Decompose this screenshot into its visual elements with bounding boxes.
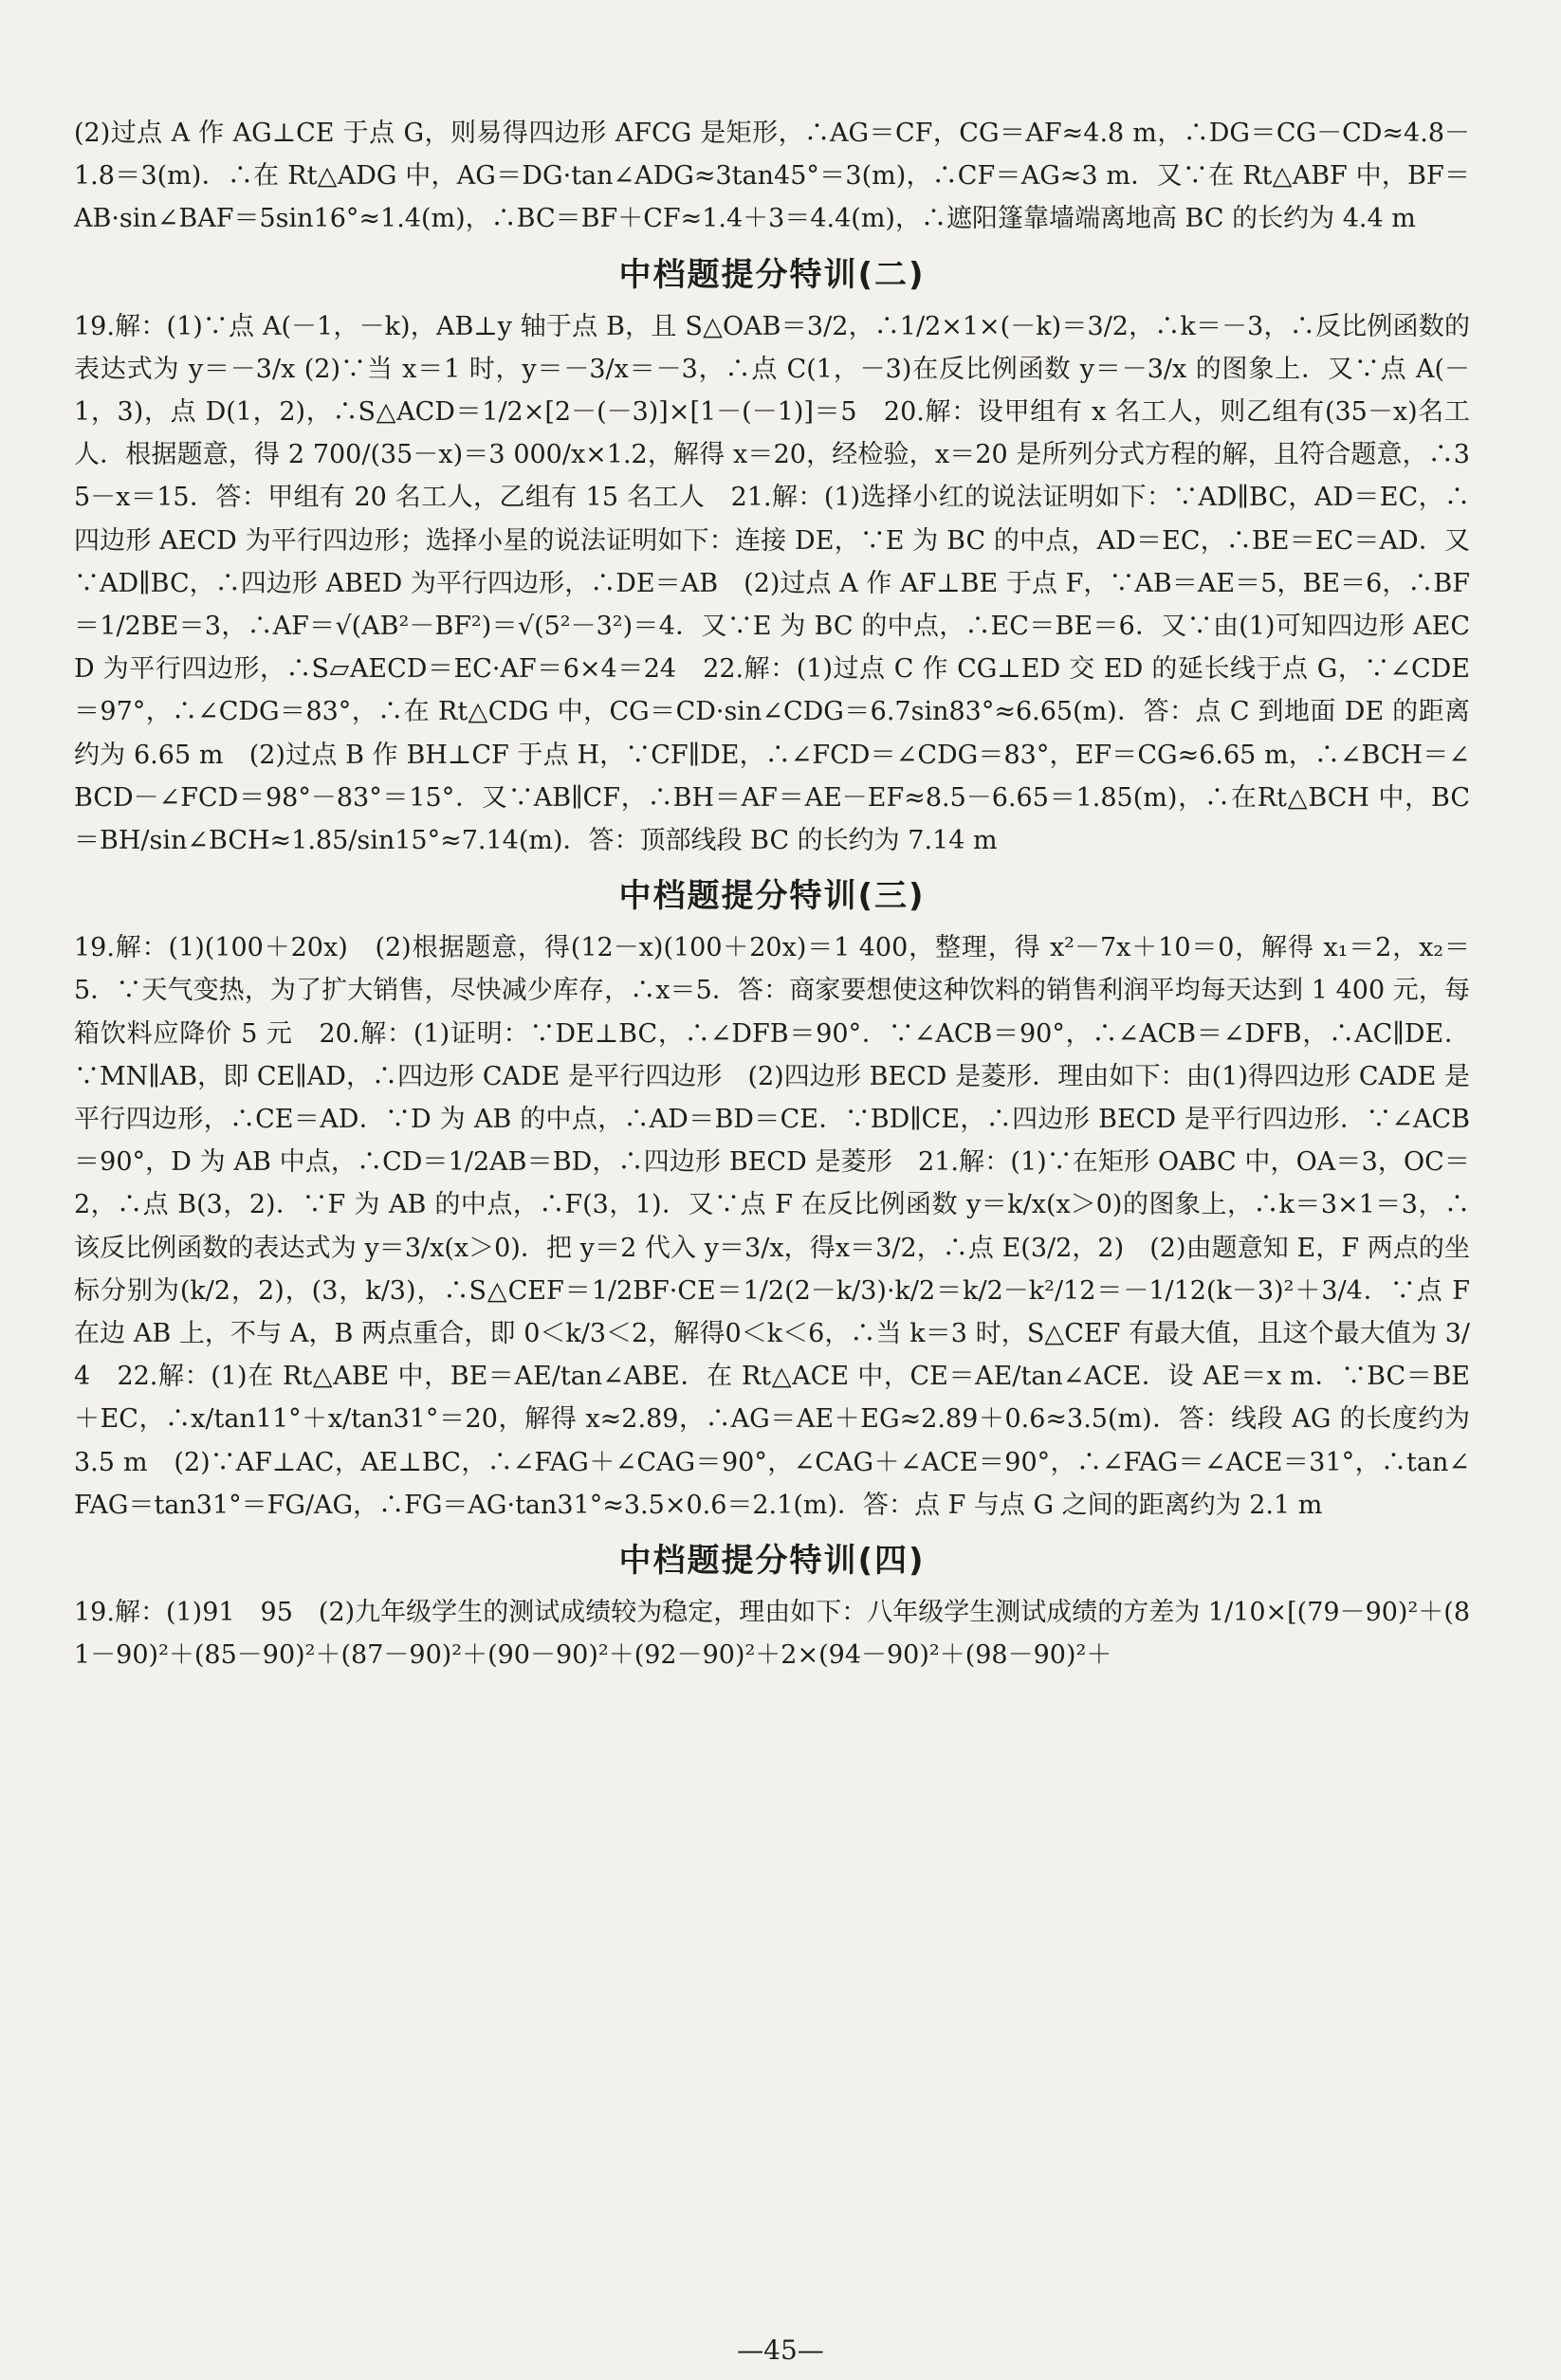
page-number: —45— [737, 2334, 824, 2366]
section-heading-4: 中档题提分特训(四) [618, 1542, 926, 1581]
section-heading-2: 中档题提分特训(二) [618, 255, 926, 294]
intro-paragraph: (2)过点 A 作 AG⊥CE 于点 G，则易得四边形 AFCG 是矩形，∴AG＝CF，CG＝AF≈4.8 m，∴DG＝CG－CD≈4.8－1.8＝3(m)．∴在 Rt△ADG 中，AG＝DG·tan∠ADG≈3tan45°＝3(m)，∴CF＝AG≈3 m．又∵在 Rt△ABF 中，BF＝AB·sin∠BAF＝5sin16°≈1.4(m)，∴BC＝BF＋CF≈1.4＋3＝4.4(m)，∴遮阳篷靠墙端离地高 BC 的长约为 4.4 m [74, 119, 1470, 234]
section-body-2: 19.解：(1)∵点 A(－1，－k)，AB⊥y 轴于点 B，且 S△OAB＝3/2，∴1/2×1×(－k)＝3/2，∴k＝－3，∴反比例函数的表达式为 y＝－3/x (2)∵当 x＝1 时，y＝－3/x＝－3，∴点 C(1，－3)在反比例函数 y＝－3/x 的图象上．又∵点 A(－1，3)，点 D(1，2)，∴S△ACD＝1/2×[2－(－3)]×[1－(－1)]＝5 20.解：设甲组有 x 名工人，则乙组有(35－x)名工人．根据题意，得 2 700/(35－x)＝3 000/x×1.2，解得 x＝20，经检验，x＝20 是所列分式方程的解，且符合题意，∴35－x＝15．答：甲组有 20 名工人，乙组有 15 名工人 21.解：(1)选择小红的说法证明如下：∵AD∥BC，AD＝EC，∴四边形 AECD 为平行四边形；选择小星的说法证明如下：连接 DE，∵E 为 BC 的中点，AD＝EC，∴BE＝EC＝AD．又∵AD∥BC，∴四边形 ABED 为平行四边形，∴DE＝AB (2)过点 A 作 AF⊥BE 于点 F，∵AB＝AE＝5，BE＝6，∴BF＝1/2BE＝3，∴AF＝√(AB²－BF²)＝√(5²－3²)＝4．又∵E 为 BC 的中点，∴EC＝BE＝6．又∵由(1)可知四边形 AECD 为平行四边形，∴S▱AECD＝EC·AF＝6×4＝24 22.解：(1)过点 C 作 CG⊥ED 交 ED 的延长线于点 G，∵∠CDE＝97°，∴∠CDG＝83°，∴在 Rt△CDG 中，CG＝CD·sin∠CDG＝6.7sin83°≈6.65(m)．答：点 C 到地面 DE 的距离约为 6.65 m (2)过点 B 作 BH⊥CF 于点 H，∵CF∥DE，∴∠FCD＝∠CDG＝83°，EF＝CG≈6.65 m，∴∠BCH＝∠BCD－∠FCD＝98°－83°＝15°．又∵AB∥CF，∴BH＝AF＝AE－EF≈8.5－6.65＝1.85(m)，∴在Rt△BCH 中，BC＝BH/sin∠BCH≈1.85/sin15°≈7.14(m)．答：顶部线段 BC 的长约为 7.14 m [74, 311, 1470, 856]
section-heading-3: 中档题提分特训(三) [618, 877, 926, 916]
section-body-3: 19.解：(1)(100＋20x) (2)根据题意，得(12－x)(100＋20x)＝1 400，整理，得 x²－7x＋10＝0，解得 x₁＝2，x₂＝5．∵天气变热，为了扩大销售，尽快减少库存，∴x＝5．答：商家要想使这种饮料的销售利润平均每天达到 1 400 元，每箱饮料应降价 5 元 20.解：(1)证明：∵DE⊥BC，∴∠DFB＝90°．∵∠ACB＝90°，∴∠ACB＝∠DFB，∴AC∥DE．∵MN∥AB，即 CE∥AD，∴四边形 CADE 是平行四边形 (2)四边形 BECD 是菱形．理由如下：由(1)得四边形 CADE 是平行四边形，∴CE＝AD．∵D 为 AB 的中点，∴AD＝BD＝CE．∵BD∥CE，∴四边形 BECD 是平行四边形．∵∠ACB＝90°，D 为 AB 中点，∴CD＝1/2AB＝BD，∴四边形 BECD 是菱形 21.解：(1)∵在矩形 OABC 中，OA＝3，OC＝2，∴点 B(3，2)．∵F 为 AB 的中点，∴F(3，1)．又∵点 F 在反比例函数 y＝k/x(x＞0)的图象上，∴k＝3×1＝3，∴该反比例函数的表达式为 y＝3/x(x＞0)．把 y＝2 代入 y＝3/x，得x＝3/2，∴点 E(3/2，2) (2)由题意知 E，F 两点的坐标分别为(k/2，2)，(3，k/3)，∴S△CEF＝1/2BF·CE＝1/2(2－k/3)·k/2＝k/2－k²/12＝－1/12(k－3)²＋3/4．∵点 F 在边 AB 上，不与 A，B 两点重合，即 0＜k/3＜2，解得0＜k＜6，∴当 k＝3 时，S△CEF 有最大值，且这个最大值为 3/4 22.解：(1)在 Rt△ABE 中，BE＝AE/tan∠ABE．在 Rt△ACE 中，CE＝AE/tan∠ACE．设 AE＝x m．∵BC＝BE＋EC，∴x/tan11°＋x/tan31°＝20，解得 x≈2.89，∴AG＝AE＋EG≈2.89＋0.6≈3.5(m)．答：线段 AG 的长度约为 3.5 m (2)∵AF⊥AC，AE⊥BC，∴∠FAG＋∠CAG＝90°，∠CAG＋∠ACE＝90°，∴∠FAG＝∠ACE＝31°，∴tan∠FAG＝tan31°＝FG/AG，∴FG＝AG·tan31°≈3.5×0.6＝2.1(m)．答：点 F 与点 G 之间的距离约为 2.1 m [74, 933, 1470, 1520]
section-body-4: 19.解：(1)91 95 (2)九年级学生的测试成绩较为稳定，理由如下：八年级学生测试成绩的方差为 1/10×[(79－90)²＋(81－90)²＋(85－90)²＋(87－90)²＋(90－90)²＋(92－90)²＋2×(94－90)²＋(98－90)²＋ [74, 1598, 1470, 1671]
